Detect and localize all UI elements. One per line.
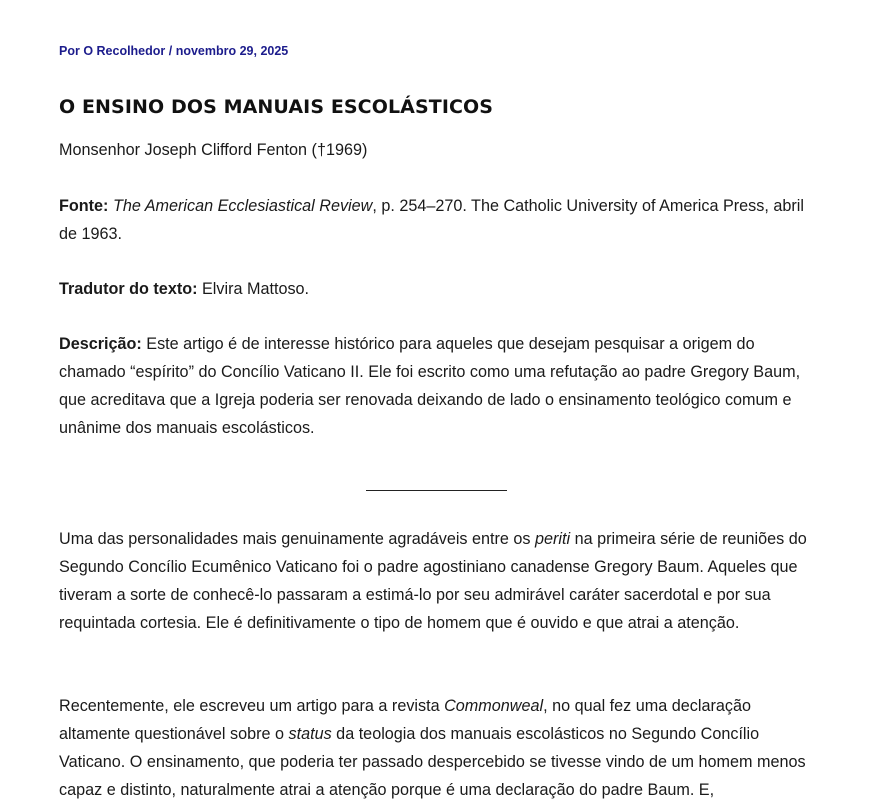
p2-italic-status: status bbox=[288, 725, 332, 743]
article-content bbox=[59, 41, 819, 799]
source-label: Fonte: bbox=[59, 197, 109, 215]
meta-separator: / bbox=[165, 44, 176, 58]
source-paragraph bbox=[59, 192, 819, 248]
author-link[interactable]: O Recolhedor bbox=[83, 44, 166, 58]
post-meta bbox=[59, 41, 819, 61]
p1-text-before: Uma das personalidades mais genuinamente agradáveis entre os bbox=[59, 530, 536, 548]
p2-text-before: Recentemente, ele escreveu um artigo para a revista bbox=[59, 697, 445, 715]
section-divider bbox=[366, 490, 507, 491]
source-journal: The American Ecclesiastical Review bbox=[112, 197, 373, 215]
body-paragraph-2 bbox=[59, 692, 819, 800]
post-date: novembro 29, 2025 bbox=[175, 44, 289, 58]
description-paragraph bbox=[59, 330, 819, 442]
meta-prefix: Por bbox=[59, 44, 84, 58]
author-byline: Monsenhor Joseph Clifford Fenton (†1969) bbox=[59, 141, 368, 159]
p1-text-after: na primeira série de reuniões do Segundo Concílio Ecumênico Vaticano foi o padre agostiniano canadense Gregory Baum. Aqueles que tiveram a sorte de conhecê-lo passaram a estimá-lo por seu admirável caráter sacerdotal e por sua requintada cortesia. Ele é definitivamente o tipo de homem que é ouvido e que atrai a atenção. bbox=[59, 530, 807, 632]
p1-italic-term: periti bbox=[535, 530, 571, 548]
body-paragraph-1 bbox=[59, 525, 819, 637]
description-label: Descrição: bbox=[59, 335, 142, 353]
p2-text-middle: , no qual fez uma declaração altamente questionável sobre o bbox=[59, 697, 751, 743]
source-details: , p. 254–270. The Catholic University of America Press, abril de 1963. bbox=[59, 197, 804, 243]
description-text: Este artigo é de interesse histórico para aqueles que desejam pesquisar a origem do chamado “espírito” do Concílio Vaticano II. Ele foi escrito como uma refutação ao padre Gregory Baum, que acreditava que a Igreja poderia ser renovada deixando de lado o ensinamento teológico comum e unânime dos manuais escolásticos. bbox=[59, 335, 801, 437]
translator-paragraph bbox=[59, 275, 819, 303]
translator-name: Elvira Mattoso. bbox=[197, 280, 310, 298]
p2-italic-magazine: Commonweal bbox=[444, 697, 544, 715]
translator-label: Tradutor do texto: bbox=[59, 280, 198, 298]
p2-text-after: da teologia dos manuais escolásticos no Segundo Concílio Vaticano. O ensinamento, que poderia ter passado despercebido se tivesse vindo de um homem menos capaz e distinto, naturalmente atrai a atenção porque é uma declaração do padre Baum. E, bbox=[59, 725, 806, 799]
article-title: O ENSINO DOS MANUAIS ESCOLÁSTICOS bbox=[59, 96, 494, 118]
